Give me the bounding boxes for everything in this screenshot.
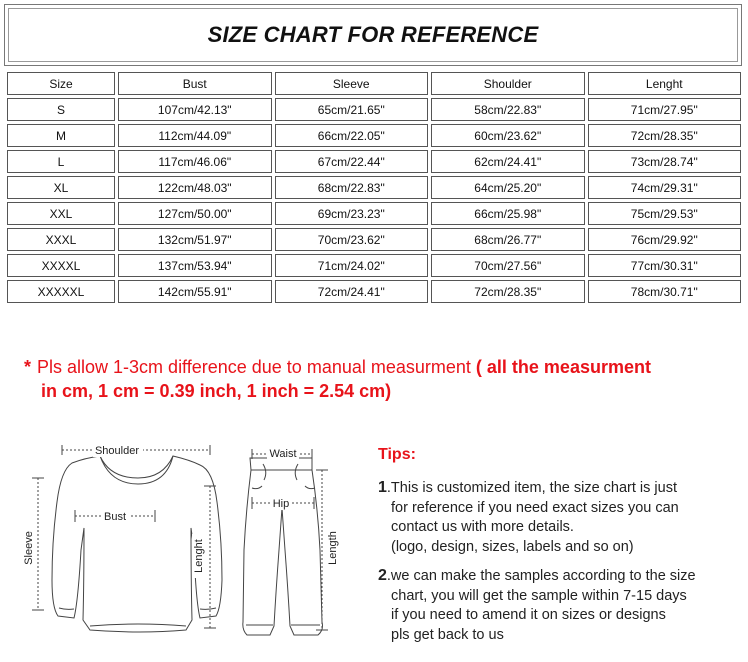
- table-row: [7, 98, 741, 121]
- measure-cell: 66cm/22.05": [275, 124, 429, 147]
- measure-cell: 112cm/44.09": [118, 124, 272, 147]
- measure-cell: 122cm/48.03": [118, 176, 272, 199]
- measure-cell: 72cm/28.35": [588, 124, 742, 147]
- label-hip: Hip: [272, 498, 290, 510]
- note-text-normal: Pls allow 1-3cm difference due to manual measurment: [37, 357, 471, 377]
- table-row: [7, 228, 741, 251]
- measure-cell: 67cm/22.44": [275, 150, 429, 173]
- measure-cell: 74cm/29.31": [588, 176, 742, 199]
- header-cell: Shoulder: [431, 72, 585, 95]
- size-cell: XL: [7, 176, 115, 199]
- label-top-length: Lenght: [193, 539, 205, 573]
- pants-outline-icon: [243, 458, 323, 635]
- tip-2-line: chart, you will get the sample within 7-15 days: [391, 587, 687, 604]
- size-cell: XXXXL: [7, 254, 115, 277]
- table-row: [7, 280, 741, 303]
- size-cell: L: [7, 150, 115, 173]
- table-row: [7, 124, 741, 147]
- size-cell: XXL: [7, 202, 115, 225]
- measure-cell: 137cm/53.94": [118, 254, 272, 277]
- note-text-bold-2: in cm, 1 cm = 0.39 inch, 1 inch = 2.54 cm): [41, 381, 392, 401]
- size-cell: S: [7, 98, 115, 121]
- note-star: *: [24, 357, 32, 377]
- measure-cell: 70cm/27.56": [431, 254, 585, 277]
- tip-1-number: 1: [378, 479, 387, 496]
- measure-cell: 64cm/25.20": [431, 176, 585, 199]
- measure-cell: 62cm/24.41": [431, 150, 585, 173]
- size-cell: XXXXXL: [7, 280, 115, 303]
- size-table-wrap: [4, 69, 744, 306]
- measure-cell: 77cm/30.31": [588, 254, 742, 277]
- size-table: [4, 69, 744, 306]
- header-cell: Sleeve: [275, 72, 429, 95]
- table-row: [7, 176, 741, 199]
- header-cell: Size: [7, 72, 115, 95]
- measure-cell: 75cm/29.53": [588, 202, 742, 225]
- measure-cell: 71cm/27.95": [588, 98, 742, 121]
- table-row: [7, 254, 741, 277]
- measure-cell: 142cm/55.91": [118, 280, 272, 303]
- tip-1-line: contact us with more details.: [391, 519, 574, 535]
- header-cell: Bust: [118, 72, 272, 95]
- measure-cell: 127cm/50.00": [118, 202, 272, 225]
- header-cell: Lenght: [588, 72, 742, 95]
- tip-2: [378, 566, 738, 645]
- measure-cell: 69cm/23.23": [275, 202, 429, 225]
- size-cell: M: [7, 124, 115, 147]
- garment-diagram: [0, 430, 370, 660]
- label-waist: Waist: [269, 448, 297, 460]
- measure-cell: 71cm/24.02": [275, 254, 429, 277]
- tip-1-first-line: .This is customized item, the size chart is just: [386, 480, 677, 496]
- label-shoulder: Shoulder: [94, 445, 140, 457]
- tip-2-number: 2: [378, 567, 387, 584]
- measure-cell: 68cm/22.83": [275, 176, 429, 199]
- measure-cell: 78cm/30.71": [588, 280, 742, 303]
- size-cell: XXXL: [7, 228, 115, 251]
- tip-2-line: pls get back to us: [391, 626, 504, 643]
- tip-2-line: if you need to amend it on sizes or designs: [391, 607, 666, 623]
- tip-2-first-line: .we can make the samples according to the size: [386, 568, 696, 584]
- measure-cell: 72cm/24.41": [275, 280, 429, 303]
- tip-1-line: for reference if you need exact sizes you can: [391, 499, 679, 516]
- measurement-note: [24, 355, 739, 403]
- label-pants-length: Length: [327, 531, 339, 565]
- tip-1: [378, 478, 738, 557]
- table-row: [7, 202, 741, 225]
- measure-cell: 70cm/23.62": [275, 228, 429, 251]
- measure-cell: 58cm/22.83": [431, 98, 585, 121]
- title-box: [4, 4, 742, 66]
- measure-cell: 72cm/28.35": [431, 280, 585, 303]
- tips-title: Tips:: [378, 446, 416, 463]
- measure-cell: 117cm/46.06": [118, 150, 272, 173]
- page-title: SIZE CHART FOR REFERENCE: [8, 8, 738, 62]
- measure-cell: 132cm/51.97": [118, 228, 272, 251]
- label-sleeve: Sleeve: [23, 531, 35, 565]
- table-header-row: [7, 72, 741, 95]
- measure-cell: 73cm/28.74": [588, 150, 742, 173]
- tip-1-line: (logo, design, sizes, labels and so on): [391, 538, 634, 555]
- label-bust: Bust: [103, 511, 127, 523]
- measure-cell: 107cm/42.13": [118, 98, 272, 121]
- measure-cell: 65cm/21.65": [275, 98, 429, 121]
- table-row: [7, 150, 741, 173]
- note-text-bold-1: ( all the measurment: [475, 357, 651, 377]
- measure-cell: 68cm/26.77": [431, 228, 585, 251]
- measure-cell: 66cm/25.98": [431, 202, 585, 225]
- measure-cell: 76cm/29.92": [588, 228, 742, 251]
- measure-cell: 60cm/23.62": [431, 124, 585, 147]
